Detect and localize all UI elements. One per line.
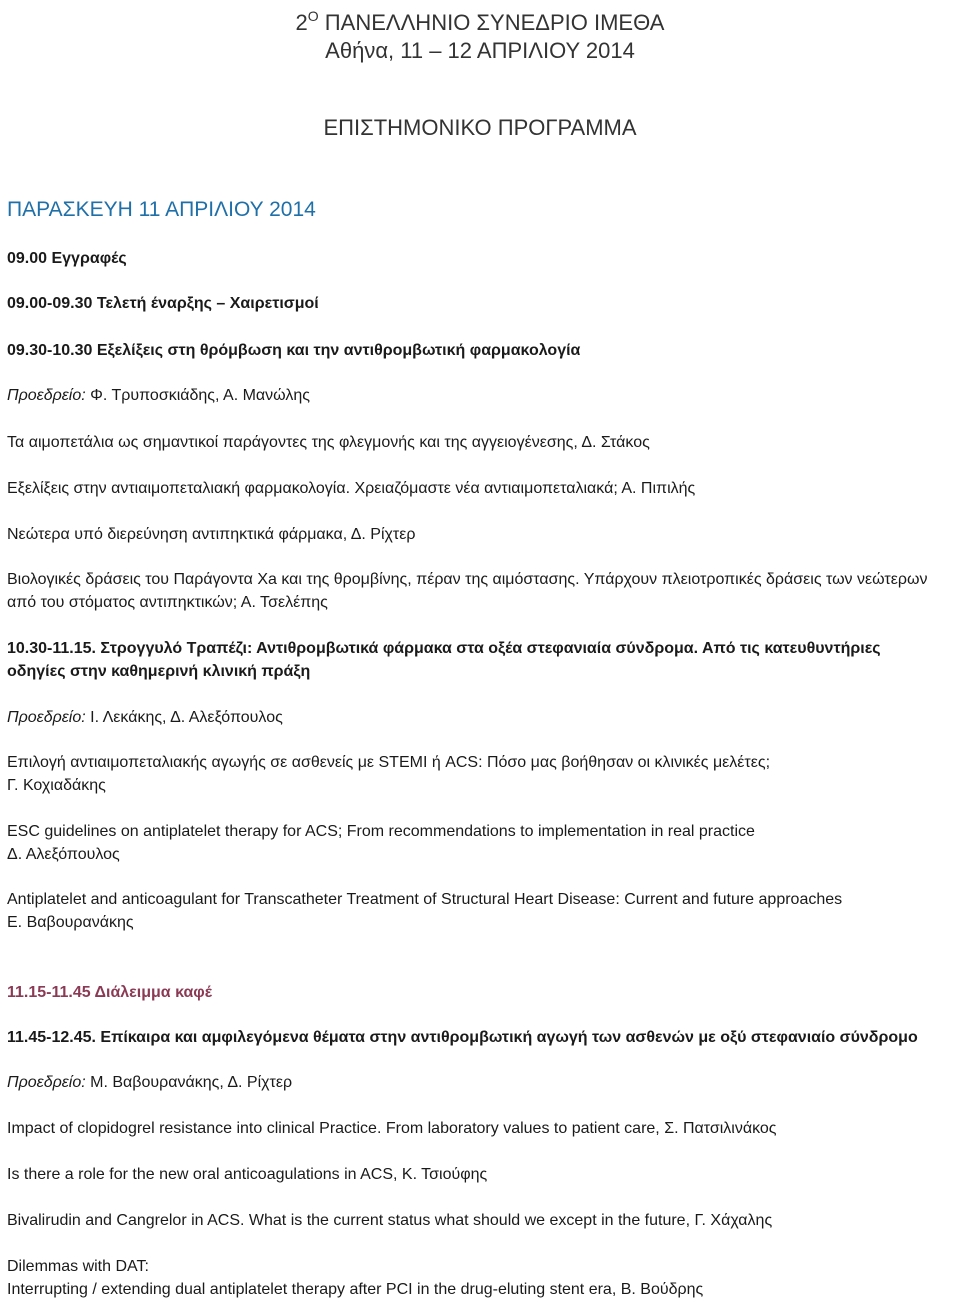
session2-chair-label: Προεδρείο: <box>7 709 86 726</box>
session1-talk4-line1: Βιολογικές δράσεις του Παράγοντα Xa και της θρομβίνης, πέραν της αιμόστασης. Υπάρχουν πλειοτροπικές δράσεις των νεώτερων <box>7 571 928 588</box>
document-header <box>0 0 960 65</box>
location-dates: Αθήνα, 11 – 12 ΑΠΡΙΛΙΟΥ 2014 <box>325 38 635 63</box>
session2-chairs <box>7 706 960 729</box>
opening-item: 09.00-09.30 Τελετή έναρξης – Χαιρετισμοί <box>7 295 319 312</box>
session3-chair-label: Προεδρείο: <box>7 1074 86 1091</box>
day-heading: ΠΑΡΑΣΚΕΥΗ 11 ΑΠΡΙΛΙΟΥ 2014 <box>7 198 316 221</box>
session2-talk3-line1: Antiplatelet and anticoagulant for Transcatheter Treatment of Structural Heart Disease: Current and future approaches <box>7 891 843 908</box>
session2-talk2-line1: ESC guidelines on antiplatelet therapy for ACS; From recommendations to implementation in real practice <box>7 823 755 840</box>
session2-talk1-line1: Επιλογή αντιαιμοπεταλιακής αγωγής σε ασθενείς με STEMI ή ACS: Πόσο μας βοήθησαν οι κλινικές μελέτες; <box>7 754 771 771</box>
session3-talk4-line1: Dilemmas with DAT: <box>7 1258 149 1275</box>
congress-number-superscript: Ο <box>307 8 319 24</box>
session1-title: 09.30-10.30 Εξελίξεις στη θρόμβωση και την αντιθρομβωτική φαρμακολογία <box>7 342 581 359</box>
coffee-break: 11.15-11.45 Διάλειμμα καφέ <box>7 984 212 1001</box>
session1-chairs <box>7 384 960 407</box>
session1-talk3: Νεώτερα υπό διερεύνηση αντιπηκτικά φάρμακα, Δ. Ρίχτερ <box>7 526 416 543</box>
session2-title-line2: οδηγίες στην καθημερινή κλινική πράξη <box>7 663 311 680</box>
session3-talk2: Is there a role for the new oral anticoagulations in ACS, Κ. Τσιούφης <box>7 1166 488 1183</box>
session3-talk4-line2: Interrupting / extending dual antiplatelet therapy after PCI in the drug-eluting stent era, Β. Βούδρης <box>7 1281 704 1298</box>
session2-talk2-line2: Δ. Αλεξόπουλος <box>7 846 120 863</box>
registration-item: 09.00 Εγγραφές <box>7 250 127 267</box>
session2-title-line1: 10.30-11.15. Στρογγυλό Τραπέζι: Αντιθρομβωτικά φάρμακα στα οξέα στεφανιαία σύνδρομα. Από τις κατευθυντήριες <box>7 640 881 657</box>
session3-talk3: Bivalirudin and Cangrelor in ACS. What is the current status what should we except in the future, Γ. Χάχαλης <box>7 1212 773 1229</box>
congress-number: 2 <box>295 10 308 35</box>
session1-talk2: Εξελίξεις στην αντιαιμοπεταλιακή φαρμακολογία. Χρειαζόμαστε νέα αντιαιμοπεταλιακά; Α. Πιπιλής <box>7 480 696 497</box>
session1-chair-names: Φ. Τρυποσκιάδης, Α. Μανώλης <box>85 387 310 404</box>
session3-talk1: Impact of clopidogrel resistance into clinical Practice. From laboratory values to patient care, Σ. Πατσιλινάκος <box>7 1120 777 1137</box>
session1-talk1: Τα αιμοπετάλια ως σημαντικοί παράγοντες της φλεγμονής και της αγγειογένεσης, Δ. Στάκος <box>7 434 650 451</box>
congress-title <box>0 2 960 37</box>
session1-chair-label: Προεδρείο: <box>7 387 86 404</box>
session2-talk1-line2: Γ. Κοχιαδάκης <box>7 777 106 794</box>
congress-name: ΠΑΝΕΛΛΗΝΙΟ ΣΥΝΕΔΡΙΟ ΙΜΕΘΑ <box>324 10 665 35</box>
session3-chairs <box>7 1071 960 1094</box>
session2-talk3-line2: Ε. Βαβουρανάκης <box>7 914 134 931</box>
program-title: ΕΠΙΣΤΗΜΟΝΙΚΟ ΠΡΟΓΡΑΜΜΑ <box>323 115 637 140</box>
session1-talk4-line2: από του στόματος αντιπηκτικών; Α. Τσελέπης <box>7 594 328 611</box>
session3-chair-names: Μ. Βαβουρανάκης, Δ. Ρίχτερ <box>85 1074 293 1091</box>
session2-chair-names: Ι. Λεκάκης, Δ. Αλεξόπουλος <box>85 709 283 726</box>
session3-title: 11.45-12.45. Επίκαιρα και αμφιλεγόμενα θέματα στην αντιθρομβωτική αγωγή των ασθενών με οξύ στεφανιαίο σύνδρομο <box>7 1029 918 1046</box>
